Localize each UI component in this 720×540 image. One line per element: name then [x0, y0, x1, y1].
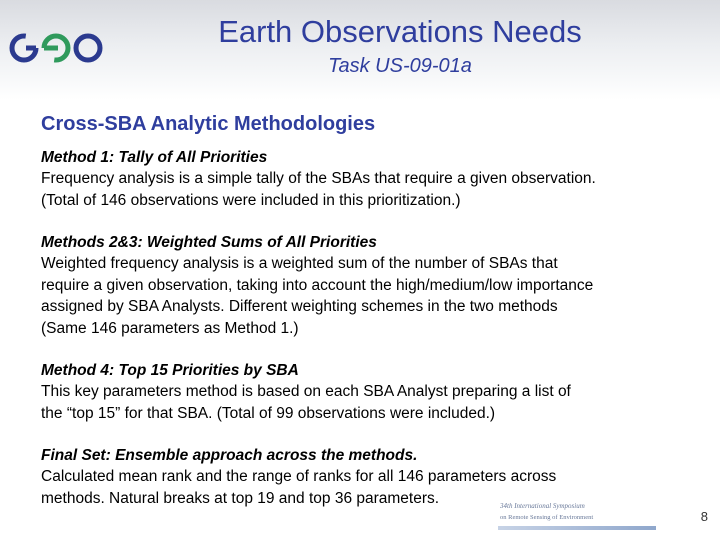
page-subtitle: Task US-09-01a [328, 55, 472, 77]
method-heading: Methods 2&3: Weighted Sums of All Priorities [41, 234, 377, 251]
geo-logo [8, 20, 104, 76]
method-heading: Method 4: Top 15 Priorities by SBA [41, 362, 299, 379]
slide-content [41, 113, 701, 531]
method-text-line: This key parameters method is based on each SBA Analyst preparing a list of [41, 383, 571, 400]
symposium-line2: on Remote Sensing of Environment [500, 514, 594, 521]
method-text-line: (Same 146 parameters as Method 1.) [41, 319, 299, 337]
symposium-bar [498, 526, 656, 530]
method-block [41, 361, 701, 424]
method-text-line: Frequency analysis is a simple tally of the SBAs that require a given observation. [41, 170, 596, 187]
page-title: Earth Observations Needs [218, 14, 582, 49]
header-banner [0, 0, 720, 100]
method-text-line: (Total of 146 observations were included in this prioritization.) [41, 191, 461, 209]
method-text-line: Calculated mean rank and the range of ranks for all 146 parameters across [41, 468, 557, 485]
method-text-line: methods. Natural breaks at top 19 and top 36 parameters. [41, 489, 440, 507]
symposium-line1: 34th International Symposium [500, 502, 585, 510]
method-block [41, 148, 701, 211]
method-block [41, 233, 701, 339]
method-text-line: the “top 15” for that SBA. (Total of 99 observations were included.) [41, 404, 496, 422]
page-number: 8 [700, 509, 708, 524]
method-text-line: Weighted frequency analysis is a weighted sum of the number of SBAs that [41, 255, 558, 272]
method-heading: Final Set: Ensemble approach across the methods. [41, 447, 418, 464]
symposium-logo [498, 500, 658, 532]
method-text-line: assigned by SBA Analysts. Different weighting schemes in the two methods [41, 298, 558, 315]
method-text-line: require a given observation, taking into account the high/medium/low importance [41, 276, 594, 294]
section-title: Cross-SBA Analytic Methodologies [41, 113, 376, 135]
method-heading: Method 1: Tally of All Priorities [41, 149, 268, 166]
